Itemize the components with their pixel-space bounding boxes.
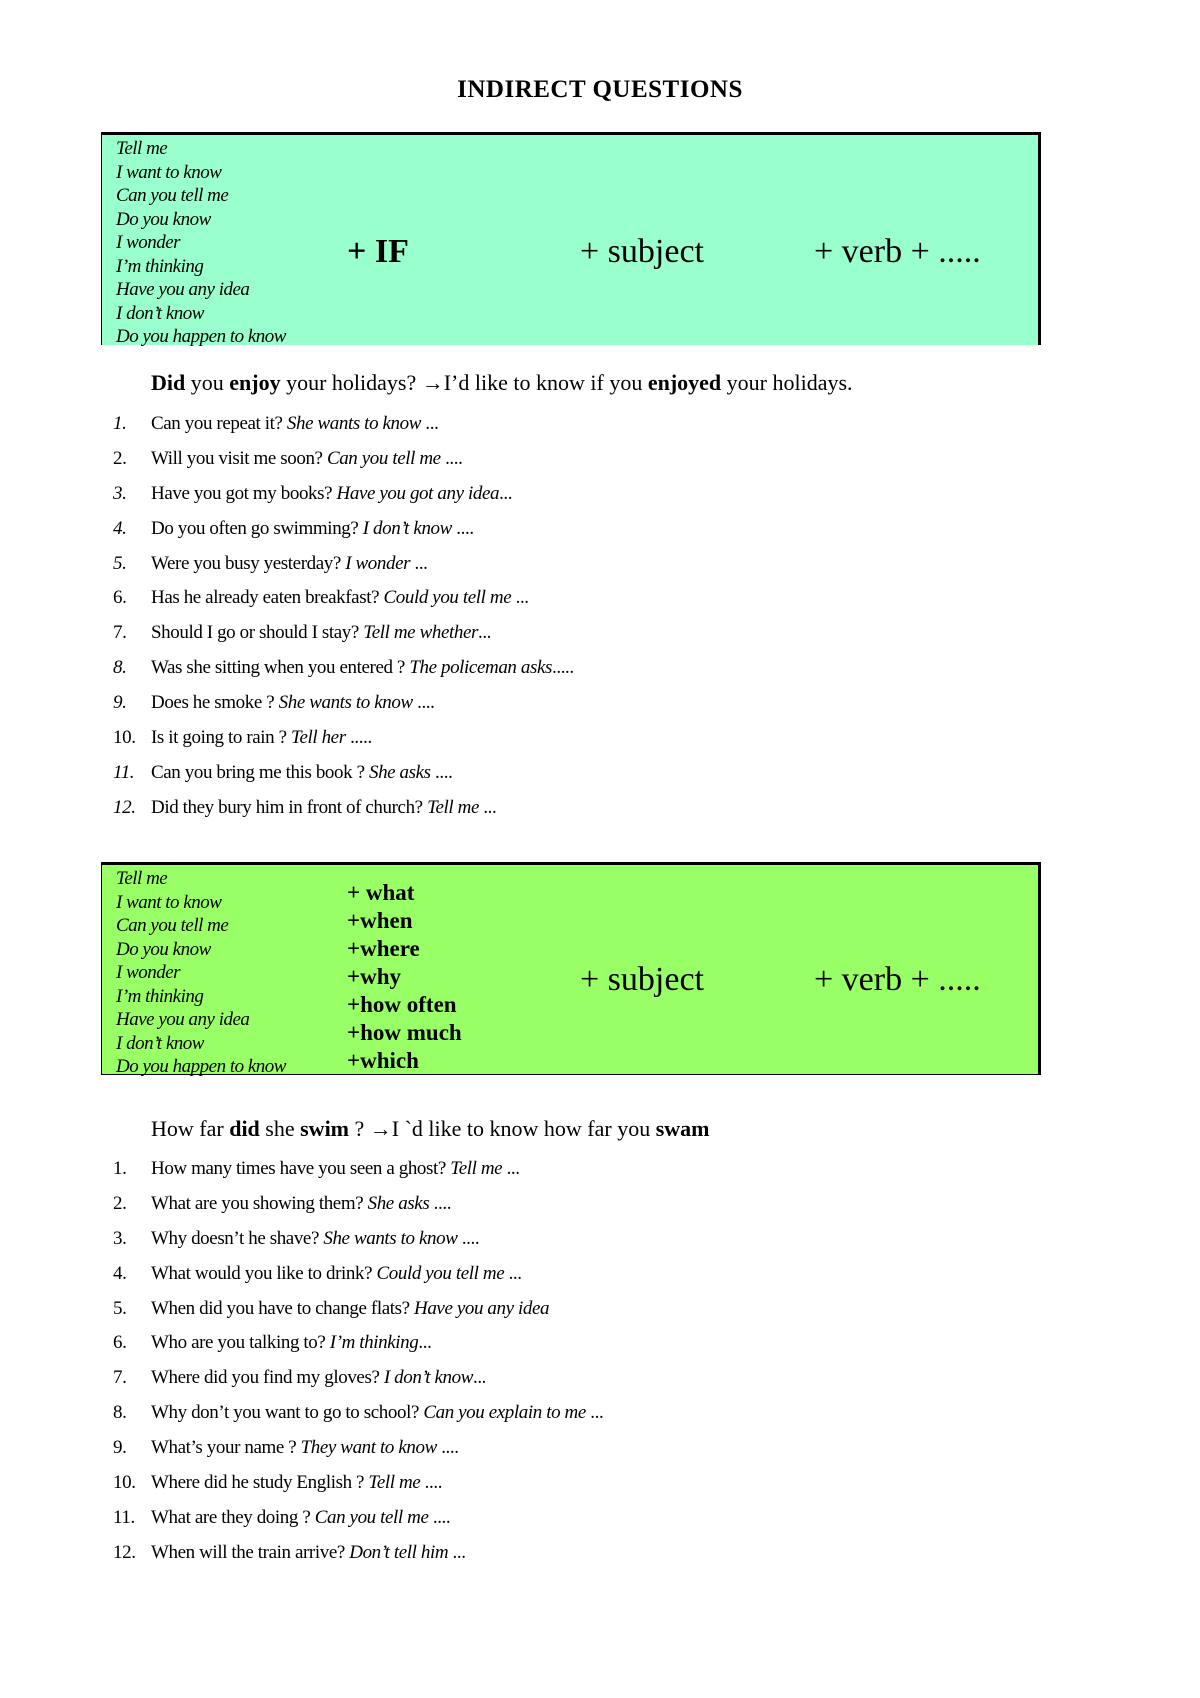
intro-phrase: I want to know [116, 891, 222, 913]
prompt-text: Can you explain to me [423, 1402, 586, 1424]
intro-phrase: I’m thinking [116, 255, 204, 277]
prompt-text: Could you tell me [383, 587, 512, 609]
example-text: I `d like to know how far you [391, 1116, 656, 1141]
list-item [113, 1331, 603, 1366]
intro-phrase: Tell me [116, 138, 168, 159]
intro-phrase: I wonder [116, 232, 181, 253]
question-word: +how often [347, 992, 457, 1017]
question-text: Can you repeat it? [151, 413, 287, 434]
question-text: Why don’t you want to go to school? [151, 1402, 424, 1424]
item-number: 1. [113, 1158, 127, 1179]
item-number: 7. [113, 622, 127, 644]
ellipsis: .... [430, 761, 453, 783]
list-item [113, 1401, 603, 1436]
prompt-text: I wonder [345, 552, 411, 574]
ellipsis: .... [457, 1227, 480, 1249]
question-word: + what [347, 880, 415, 905]
question-text: Why doesn’t he shave? [151, 1227, 324, 1249]
item-number: 4. [113, 517, 127, 539]
question-text: What are they doing ? [151, 1506, 315, 1528]
item-number: 2. [113, 1192, 127, 1214]
prompt-text: Don’t tell him [349, 1541, 449, 1563]
question-text: When will the train arrive? [151, 1541, 350, 1563]
example-sentence-2 [151, 1116, 710, 1142]
example-text: I’d like to know if you [443, 370, 648, 395]
example-text: ? [349, 1116, 370, 1141]
ellipsis: ... [499, 482, 513, 504]
example-bold-word: Did [151, 370, 186, 395]
list-item [113, 1366, 603, 1401]
exercise-list-wh [113, 1157, 603, 1576]
question-text: Where did he study English ? [151, 1472, 369, 1494]
item-number: 3. [113, 1227, 127, 1249]
question-text: Where did you find my gloves? [151, 1367, 384, 1389]
ellipsis: ... [410, 552, 428, 574]
subject-label: + subject [580, 233, 704, 270]
prompt-text: She asks [367, 1192, 430, 1214]
question-text: Does he smoke ? [151, 692, 279, 714]
question-text: Were you busy yesterday? [151, 552, 346, 574]
question-word: +how much [347, 1020, 462, 1045]
item-number: 8. [113, 657, 127, 679]
example-bold-word: did [229, 1116, 260, 1141]
question-text: Have you got my books? [151, 482, 337, 504]
list-item [113, 412, 574, 447]
example-bold-word: enjoy [229, 370, 281, 395]
ellipsis: .... [429, 1192, 452, 1214]
ellipsis: ... [502, 1158, 520, 1179]
intro-phrase: Can you tell me [116, 915, 229, 936]
list-item [113, 1227, 603, 1262]
verb-label: + verb + ..... [814, 961, 981, 998]
page-title: INDIRECT QUESTIONS [457, 76, 743, 103]
example-text: your holidays? [280, 370, 422, 395]
question-text: Was she sitting when you entered ? [151, 657, 410, 679]
item-number: 9. [113, 692, 127, 714]
item-number: 6. [113, 587, 127, 609]
intro-phrase: Have you any idea [116, 1009, 250, 1030]
item-number: 5. [113, 552, 127, 574]
list-item [113, 1506, 603, 1541]
if-rule-box [101, 132, 1041, 345]
question-text: What would you like to drink? [151, 1262, 377, 1284]
prompt-text: Tell me [368, 1472, 421, 1494]
example-bold-word: swam [655, 1116, 710, 1141]
prompt-text: She wants to know [278, 692, 413, 714]
item-number: 11. [113, 1506, 135, 1528]
ellipsis: ... [472, 1367, 487, 1389]
question-word: +which [347, 1048, 419, 1073]
ellipsis: ..... [345, 727, 372, 749]
question-text: Who are you talking to? [151, 1332, 330, 1354]
ellipsis: ... [478, 796, 497, 818]
list-item [113, 796, 574, 831]
item-number: 9. [113, 1437, 127, 1459]
question-word: +where [347, 936, 420, 961]
question-text: Will you visit me soon? [151, 447, 327, 469]
list-item [113, 1297, 603, 1332]
ellipsis: .... [428, 1506, 451, 1528]
item-number: 10. [113, 1472, 136, 1494]
ellipsis: .... [451, 517, 474, 539]
ellipsis: ... [504, 1262, 522, 1284]
list-item [113, 1436, 603, 1471]
prompt-text: Tell her [291, 727, 346, 749]
ellipsis: ... [585, 1402, 604, 1424]
exercise-list-yes-no [113, 412, 574, 831]
prompt-text: The policeman asks [409, 657, 552, 679]
ellipsis: ... [421, 413, 439, 434]
prompt-text: Have you got any idea [336, 482, 500, 504]
prompt-text: Can you tell me [326, 447, 441, 469]
item-number: 4. [113, 1262, 127, 1284]
prompt-text: She asks [368, 761, 431, 783]
if-connector: + IF [347, 233, 409, 270]
list-item [113, 552, 574, 587]
question-text: What’s your name ? [151, 1437, 301, 1459]
question-text: Did they bury him in front of church? [151, 796, 428, 818]
question-text: Can you bring me this book ? [151, 761, 369, 783]
subject-label: + subject [580, 961, 704, 998]
ellipsis: ..... [552, 657, 574, 679]
list-item [113, 1157, 603, 1192]
list-item [113, 726, 574, 761]
intro-phrase: Have you any idea [116, 279, 250, 300]
item-number: 2. [113, 447, 127, 469]
prompt-text: Tell me [450, 1158, 503, 1179]
item-number: 12. [113, 796, 136, 818]
list-item [113, 691, 574, 726]
question-words-list [347, 879, 462, 1075]
prompt-text: Could you tell me [376, 1262, 505, 1284]
list-item [113, 1262, 603, 1297]
example-text: she [259, 1116, 301, 1141]
prompt-text: Tell me whether [363, 622, 478, 644]
intro-phrase: Do you happen to know [116, 326, 286, 347]
example-text: your holidays. [721, 370, 853, 395]
list-item [113, 1471, 603, 1506]
prompt-text: I don’t know [383, 1367, 473, 1389]
example-text: you [185, 370, 230, 395]
example-bold-word: enjoyed [647, 370, 722, 395]
prompt-text: She wants to know [286, 413, 422, 434]
intro-phrase: I’m thinking [116, 985, 204, 1007]
item-number: 1. [113, 413, 127, 434]
list-item [113, 517, 574, 552]
question-word: +when [347, 908, 413, 933]
verb-label: + verb + ..... [814, 233, 981, 270]
item-number: 8. [113, 1402, 127, 1424]
question-text: Do you often go swimming? [151, 517, 363, 539]
arrow-icon: → [369, 1116, 392, 1141]
intro-phrase: I don’t know [116, 302, 204, 324]
prompt-text: They want to know [300, 1437, 437, 1459]
intro-phrase: Do you happen to know [116, 1056, 286, 1077]
ellipsis: ... [477, 622, 492, 644]
ellipsis: .... [412, 692, 435, 714]
prompt-text: She wants to know [323, 1227, 458, 1249]
prompt-text: I don’t know [362, 517, 452, 539]
item-number: 10. [113, 727, 136, 749]
example-text: How far [151, 1116, 230, 1141]
intro-phrase: I want to know [116, 161, 222, 183]
question-text: What are you showing them? [151, 1192, 368, 1214]
question-text: Is it going to rain ? [151, 727, 292, 749]
list-item [113, 1192, 603, 1227]
intro-phrases-list [116, 867, 286, 1079]
item-number: 12. [113, 1541, 136, 1563]
wh-rule-box [101, 862, 1041, 1075]
item-number: 11. [113, 761, 135, 783]
item-number: 3. [113, 482, 127, 504]
intro-phrase: Can you tell me [116, 185, 229, 206]
intro-phrase: Do you know [116, 208, 211, 230]
item-number: 7. [113, 1367, 127, 1389]
example-sentence-1 [151, 370, 853, 396]
intro-phrase: Tell me [116, 868, 168, 889]
intro-phrases-list [116, 137, 286, 349]
ellipsis: ... [448, 1541, 466, 1563]
prompt-text: Can you tell me [314, 1506, 429, 1528]
question-text: Should I go or should I stay? [151, 622, 364, 644]
ellipsis: ... [418, 1332, 432, 1354]
intro-phrase: Do you know [116, 938, 211, 960]
example-bold-word: swim [300, 1116, 350, 1141]
ellipsis: .... [420, 1472, 443, 1494]
prompt-text: Tell me [427, 796, 479, 818]
list-item [113, 761, 574, 796]
arrow-icon: → [421, 370, 444, 395]
prompt-text: I’m thinking [329, 1332, 419, 1354]
list-item [113, 447, 574, 482]
ellipsis: ... [511, 587, 529, 609]
intro-phrase: I wonder [116, 962, 181, 983]
list-item [113, 482, 574, 517]
question-word: +why [347, 964, 402, 989]
item-number: 5. [113, 1297, 127, 1319]
list-item [113, 621, 574, 656]
list-item [113, 656, 574, 691]
prompt-text: Have you any idea [414, 1297, 550, 1319]
ellipsis: .... [440, 447, 463, 469]
item-number: 6. [113, 1332, 127, 1354]
question-text: When did you have to change flats? [151, 1297, 414, 1319]
ellipsis: .... [436, 1437, 459, 1459]
list-item [113, 1541, 603, 1576]
list-item [113, 586, 574, 621]
intro-phrase: I don’t know [116, 1032, 204, 1054]
question-text: How many times have you seen a ghost? [151, 1158, 451, 1179]
question-text: Has he already eaten breakfast? [151, 587, 384, 609]
